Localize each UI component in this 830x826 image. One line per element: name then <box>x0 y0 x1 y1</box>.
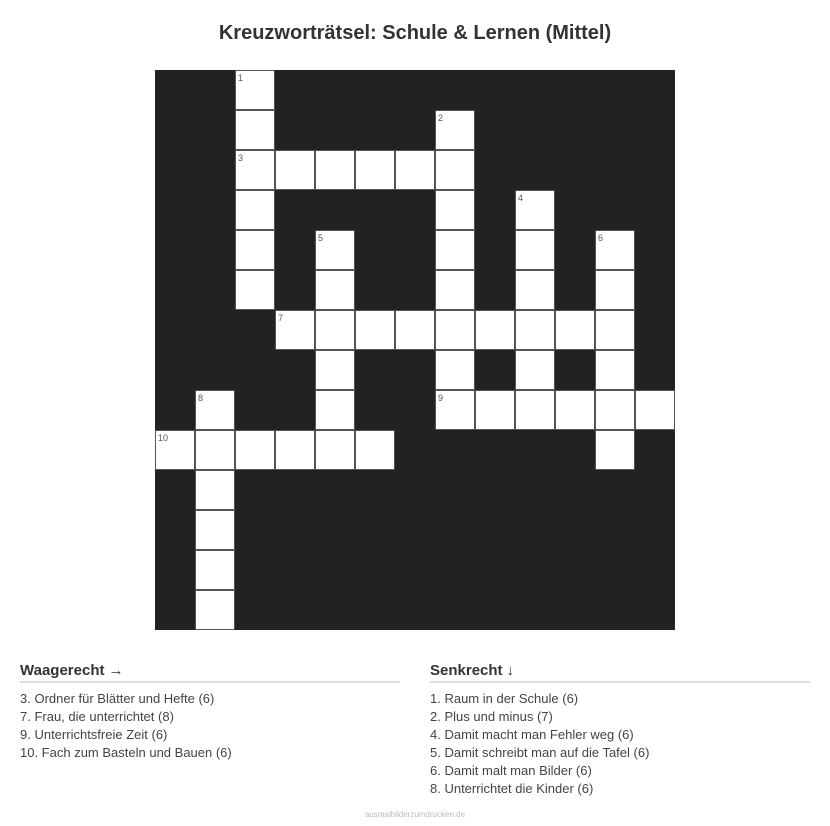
down-heading <box>430 662 810 683</box>
crossword-cell[interactable] <box>435 110 475 150</box>
crossword-cell[interactable] <box>235 430 275 470</box>
clue-number: 7 <box>278 313 284 323</box>
crossword-cell[interactable] <box>275 150 315 190</box>
crossword-cell[interactable] <box>275 310 315 350</box>
crossword-cell[interactable] <box>435 310 475 350</box>
crossword-cell[interactable] <box>595 310 635 350</box>
crossword-cell[interactable] <box>355 150 395 190</box>
crossword-cell[interactable] <box>435 230 475 270</box>
crossword-cell[interactable] <box>435 390 475 430</box>
down-heading-label: Senkrecht <box>430 662 503 679</box>
crossword-cell[interactable] <box>235 110 275 150</box>
across-clue-list <box>20 690 400 762</box>
down-clue-list <box>430 690 810 798</box>
clue-number: 3 <box>238 153 244 163</box>
down-clues-section <box>430 662 810 798</box>
puzzle-title: Kreuzworträtsel: Schule & Lernen (Mittel) <box>218 22 612 44</box>
crossword-cell[interactable] <box>595 270 635 310</box>
across-clue: 3. Ordner für Blätter und Hefte (6) <box>20 691 215 706</box>
right-arrow-icon: → <box>108 662 124 679</box>
crossword-cell[interactable] <box>595 230 635 270</box>
footer-credit: ausmalbilderzumdrucken.de <box>364 810 466 819</box>
across-clue: 7. Frau, die unterrichtet (8) <box>20 709 174 724</box>
crossword-cell[interactable] <box>195 470 235 510</box>
crossword-cell[interactable] <box>235 190 275 230</box>
across-clues-section <box>20 662 400 762</box>
clue-number: 5 <box>318 233 324 243</box>
crossword-cell[interactable] <box>515 310 555 350</box>
crossword-cell[interactable] <box>515 390 555 430</box>
crossword-cell[interactable] <box>275 430 315 470</box>
crossword-cell[interactable] <box>435 150 475 190</box>
crossword-cell[interactable] <box>515 350 555 390</box>
crossword-cell[interactable] <box>195 390 235 430</box>
crossword-cell[interactable] <box>435 190 475 230</box>
crossword-cell[interactable] <box>195 550 235 590</box>
down-clue: 4. Damit macht man Fehler weg (6) <box>430 727 634 742</box>
crossword-cell[interactable] <box>595 390 635 430</box>
crossword-cell[interactable] <box>315 430 355 470</box>
clue-number: 2 <box>438 113 444 123</box>
crossword-cell[interactable] <box>315 150 355 190</box>
crossword-cell[interactable] <box>235 270 275 310</box>
crossword-cell[interactable] <box>315 270 355 310</box>
clue-number: 9 <box>438 393 444 403</box>
crossword-cell[interactable] <box>235 230 275 270</box>
crossword-cell[interactable] <box>235 150 275 190</box>
crossword-cell[interactable] <box>315 390 355 430</box>
across-clue: 10. Fach zum Basteln und Bauen (6) <box>20 745 232 760</box>
crossword-cell[interactable] <box>515 190 555 230</box>
across-heading-label: Waagerecht <box>20 662 105 679</box>
crossword-cell[interactable] <box>355 310 395 350</box>
crossword-cell[interactable] <box>435 270 475 310</box>
clue-number: 10 <box>158 433 169 443</box>
crossword-cell[interactable] <box>315 350 355 390</box>
crossword-cell[interactable] <box>355 430 395 470</box>
crossword-cell[interactable] <box>635 390 675 430</box>
crossword-cell[interactable] <box>195 510 235 550</box>
crossword-cell[interactable] <box>195 590 235 630</box>
crossword-cell[interactable] <box>555 390 595 430</box>
across-clue: 9. Unterrichtsfreie Zeit (6) <box>20 727 168 742</box>
crossword-cell[interactable] <box>555 310 595 350</box>
down-clue: 2. Plus und minus (7) <box>430 709 553 724</box>
crossword-cell[interactable] <box>515 230 555 270</box>
crossword-cell[interactable] <box>395 310 435 350</box>
crossword-cell[interactable] <box>475 390 515 430</box>
crossword-cell[interactable] <box>155 430 195 470</box>
down-clue: 8. Unterrichtet die Kinder (6) <box>430 781 594 796</box>
crossword-cell[interactable] <box>515 270 555 310</box>
clue-number: 4 <box>518 193 524 203</box>
down-arrow-icon: ↓ <box>506 662 515 679</box>
crossword-cell[interactable] <box>475 310 515 350</box>
crossword-cell[interactable] <box>235 70 275 110</box>
crossword-cell[interactable] <box>595 350 635 390</box>
crossword-cell[interactable] <box>595 430 635 470</box>
crossword-cell[interactable] <box>435 350 475 390</box>
down-clue: 1. Raum in der Schule (6) <box>430 691 579 706</box>
clue-number: 1 <box>238 73 244 83</box>
crossword-cell[interactable] <box>315 230 355 270</box>
crossword-cell[interactable] <box>315 310 355 350</box>
clue-number: 8 <box>198 393 204 403</box>
down-clue: 5. Damit schreibt man auf die Tafel (6) <box>430 745 650 760</box>
crossword-cell[interactable] <box>195 430 235 470</box>
crossword-cell[interactable] <box>395 150 435 190</box>
down-clue: 6. Damit malt man Bilder (6) <box>430 763 592 778</box>
crossword-grid <box>155 70 675 630</box>
across-heading <box>20 662 400 683</box>
clue-number: 6 <box>598 233 604 243</box>
